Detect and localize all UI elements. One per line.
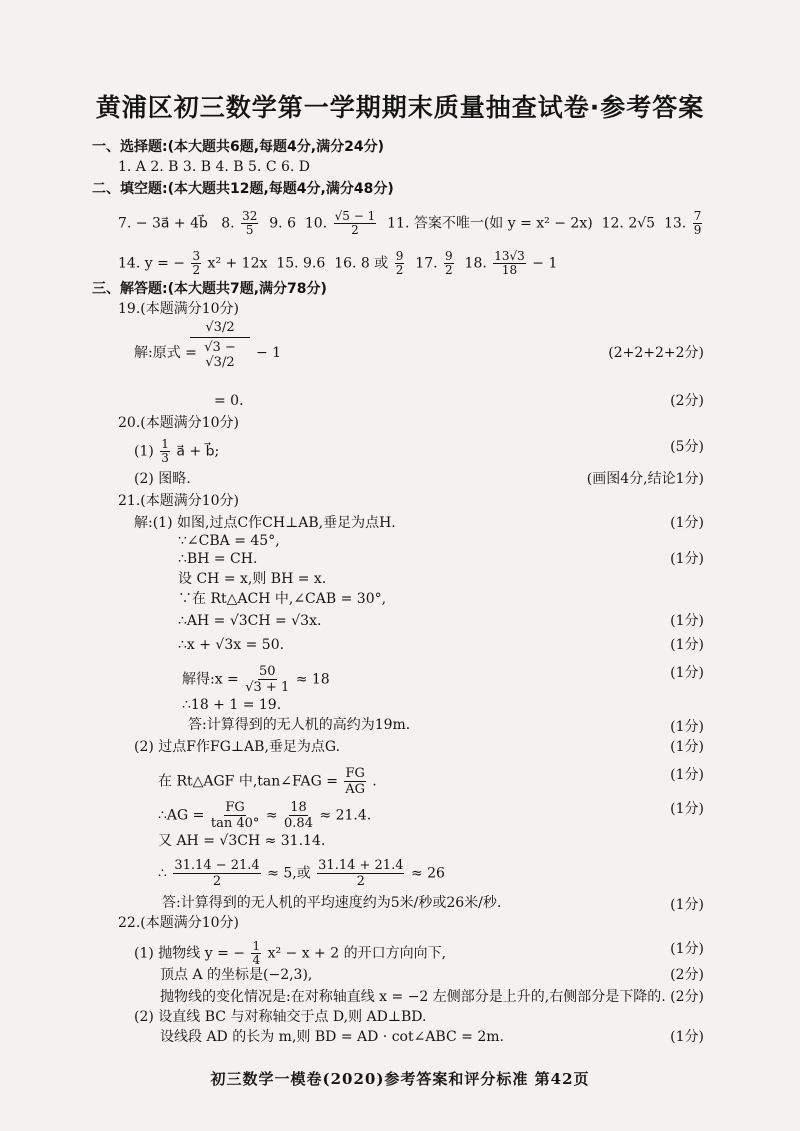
q20-heading: 20.(本题满分10分) — [118, 415, 240, 431]
q15-answer: 15. 9.6 — [276, 255, 326, 272]
q21-score-10: (1分) — [670, 719, 704, 735]
q21-line-7: ∴x + √3x = 50. — [178, 637, 285, 653]
q19-complex-fraction — [190, 320, 250, 370]
q12-answer: 12. 2√5 — [601, 215, 656, 232]
q14-pre: 14. y = − — [118, 255, 185, 272]
q21-line-6: ∴AH = √3CH = √3x. — [178, 613, 322, 629]
q22-line-1: (1) 抛物线 y = − $\frac{1}{4}$ x² − x + 2 的开口方向向下, — [134, 939, 447, 967]
q14-fraction: $\frac{3}{2}$ — [192, 249, 201, 277]
q22-fraction: $\frac{1}{4}$ — [252, 939, 261, 967]
page-title: 黄浦区初三数学第一学期期末质量抽查试卷·参考答案 — [95, 93, 705, 122]
q21-score-13: (1分) — [670, 801, 704, 817]
fill-row-1 — [118, 210, 704, 237]
q21-score-6: (1分) — [670, 613, 704, 629]
q21-score-12: (1分) — [670, 767, 704, 783]
q21-score-16: (1分) — [670, 897, 704, 913]
q21-fraction-tan: $\frac{FG}{AG}$ — [345, 766, 366, 797]
q13-label: 13. — [663, 215, 687, 232]
q19-score-1: (2+2+2+2分) — [608, 345, 704, 361]
q22-line-2: 顶点 A 的坐标是(−2,3), — [160, 967, 313, 983]
q11-answer: 11. 答案不唯一(如 y = x² − 2x) — [387, 215, 593, 232]
q20-score-2: (画图4分,结论1分) — [586, 471, 704, 487]
q22-heading: 22.(本题满分10分) — [118, 915, 240, 931]
page-footer: 初三数学一模卷(2020)参考答案和评分标准 第42页 — [210, 1070, 590, 1088]
q21-line-4: 设 CH = x,则 BH = x. — [178, 571, 327, 587]
q21-fraction-speed-2: $\frac{31.14 + 21.4}{2}$ — [318, 858, 404, 889]
q21-line-5: ∵在 Rt△ACH 中,∠CAB = 30°, — [178, 591, 387, 607]
q21-line-3: ∴BH = CH. — [178, 551, 258, 567]
q21-line-16: 答:计算得到的无人机的平均速度约为5米/秒或26米/秒. — [162, 895, 502, 911]
q21-line-9: ∴18 + 1 = 19. — [182, 697, 282, 713]
q20-part2: (2) 图略. — [134, 471, 191, 487]
q21-line-11: (2) 过点F作FG⊥AB,垂足为点G. — [134, 739, 341, 755]
q20-fraction: $\frac{1}{3}$ — [161, 437, 169, 465]
section1-answers: 1. A 2. B 3. B 4. B 5. C 6. D — [118, 159, 311, 175]
q22-score-5: (1分) — [670, 1029, 704, 1045]
q22-line-3: 抛物线的变化情况是:在对称轴直线 x = −2 左侧部分是上升的,右侧部分是下降的. — [160, 989, 666, 1005]
q18-label: 18. — [464, 255, 487, 272]
q8-fraction: $\frac{32}{5}$ — [242, 209, 258, 237]
q21-line-1: 解:(1) 如图,过点C作CH⊥AB,垂足为点H. — [134, 515, 396, 531]
q10-fraction: $\frac{√5 - 1}{2}$ — [334, 209, 376, 237]
q21-line-10: 答:计算得到的无人机的高约为19m. — [188, 717, 411, 733]
q21-line-14: 又 AH = √3CH ≈ 31.14. — [158, 833, 326, 849]
q14-post: x² + 12x — [207, 255, 268, 272]
q7-answer: 7. − 3a⃗ + 4b⃗ — [118, 215, 208, 232]
q21-fraction-x: $\frac{50}{√3 + 1}$ — [245, 664, 290, 695]
q19-result: = 0. — [214, 393, 244, 409]
q20-score-1: (5分) — [670, 439, 704, 455]
q22-score-2: (2分) — [670, 967, 704, 983]
q18-post: − 1 — [532, 255, 558, 272]
q19-score-2: (2分) — [670, 393, 704, 409]
q13-fraction: $\frac{7}{9}$ — [693, 209, 702, 237]
q18-fraction: $\frac{13√3}{18}$ — [494, 249, 525, 277]
fill-row-2 — [118, 250, 557, 277]
q19-numerator: √3/2 — [205, 320, 235, 335]
q21-score-1: (1分) — [670, 515, 704, 531]
q17-fraction: $\frac{9}{2}$ — [445, 249, 453, 277]
q17-label: 17. — [415, 255, 438, 272]
q21-score-7: (1分) — [670, 637, 704, 653]
q21-fraction-ag-value: $\frac{18}{0.84}$ — [284, 800, 313, 831]
q19-tail: − 1 — [256, 345, 282, 361]
q9-answer: 9. 6 — [269, 215, 296, 232]
q19-lead: 解:原式 = — [134, 345, 197, 361]
q16-pre: 16. 8 或 — [334, 255, 389, 272]
q21-score-8: (1分) — [670, 665, 704, 681]
q10-label: 10. — [304, 215, 328, 232]
q21-fraction-ag: $\frac{FG}{\tan 40^\circ}$ — [210, 800, 260, 831]
q21-score-3: (1分) — [670, 551, 704, 567]
q21-score-11: (1分) — [670, 739, 704, 755]
q21-line-8: 解得:x = $\frac{50}{√3 + 1}$ ≈ 18 — [182, 664, 330, 695]
q21-line-12: 在 Rt△AGF 中,tan∠FAG = $\frac{FG}{AG}$ . — [158, 766, 377, 797]
q21-line-15: ∴ $\frac{31.14 - 21.4}{2}$ ≈ 5,或 $\frac{31.14 + 21.4}{2}$ ≈ 26 — [158, 858, 445, 889]
q21-heading: 21.(本题满分10分) — [118, 493, 240, 509]
q22-score-1: (1分) — [670, 941, 704, 957]
q19-heading: 19.(本题满分10分) — [118, 301, 240, 317]
section2-heading: 二、填空题:(本大题共12题,每题4分,满分48分) — [92, 181, 394, 197]
section1-heading: 一、选择题:(本大题共6题,每题4分,满分24分) — [92, 139, 384, 155]
q21-fraction-speed-1: $\frac{31.14 - 21.4}{2}$ — [174, 858, 260, 889]
q22-score-3: (2分) — [670, 989, 704, 1005]
section3-heading: 三、解答题:(本大题共7题,满分78分) — [92, 281, 327, 297]
q20-part1: (1) $\frac{1}{3}$ a⃗ + b⃗; — [134, 437, 220, 465]
q22-line-4: (2) 设直线 BC 与对称轴交于点 D,则 AD⊥BD. — [134, 1009, 427, 1025]
q21-line-13: ∴AG = $\frac{FG}{\tan 40^\circ}$ ≈ $\frac{18}{0.84}$ ≈ 21.4. — [158, 800, 372, 831]
q22-line-5: 设线段 AD 的长为 m,则 BD = AD · cot∠ABC = 2m. — [160, 1029, 504, 1045]
q19-denominator: √3 − √3/2 — [204, 340, 236, 370]
q16-fraction: $\frac{9}{2}$ — [395, 249, 404, 277]
q21-line-2: ∵∠CBA = 45°, — [178, 533, 280, 549]
q8-label: 8. — [221, 215, 235, 232]
